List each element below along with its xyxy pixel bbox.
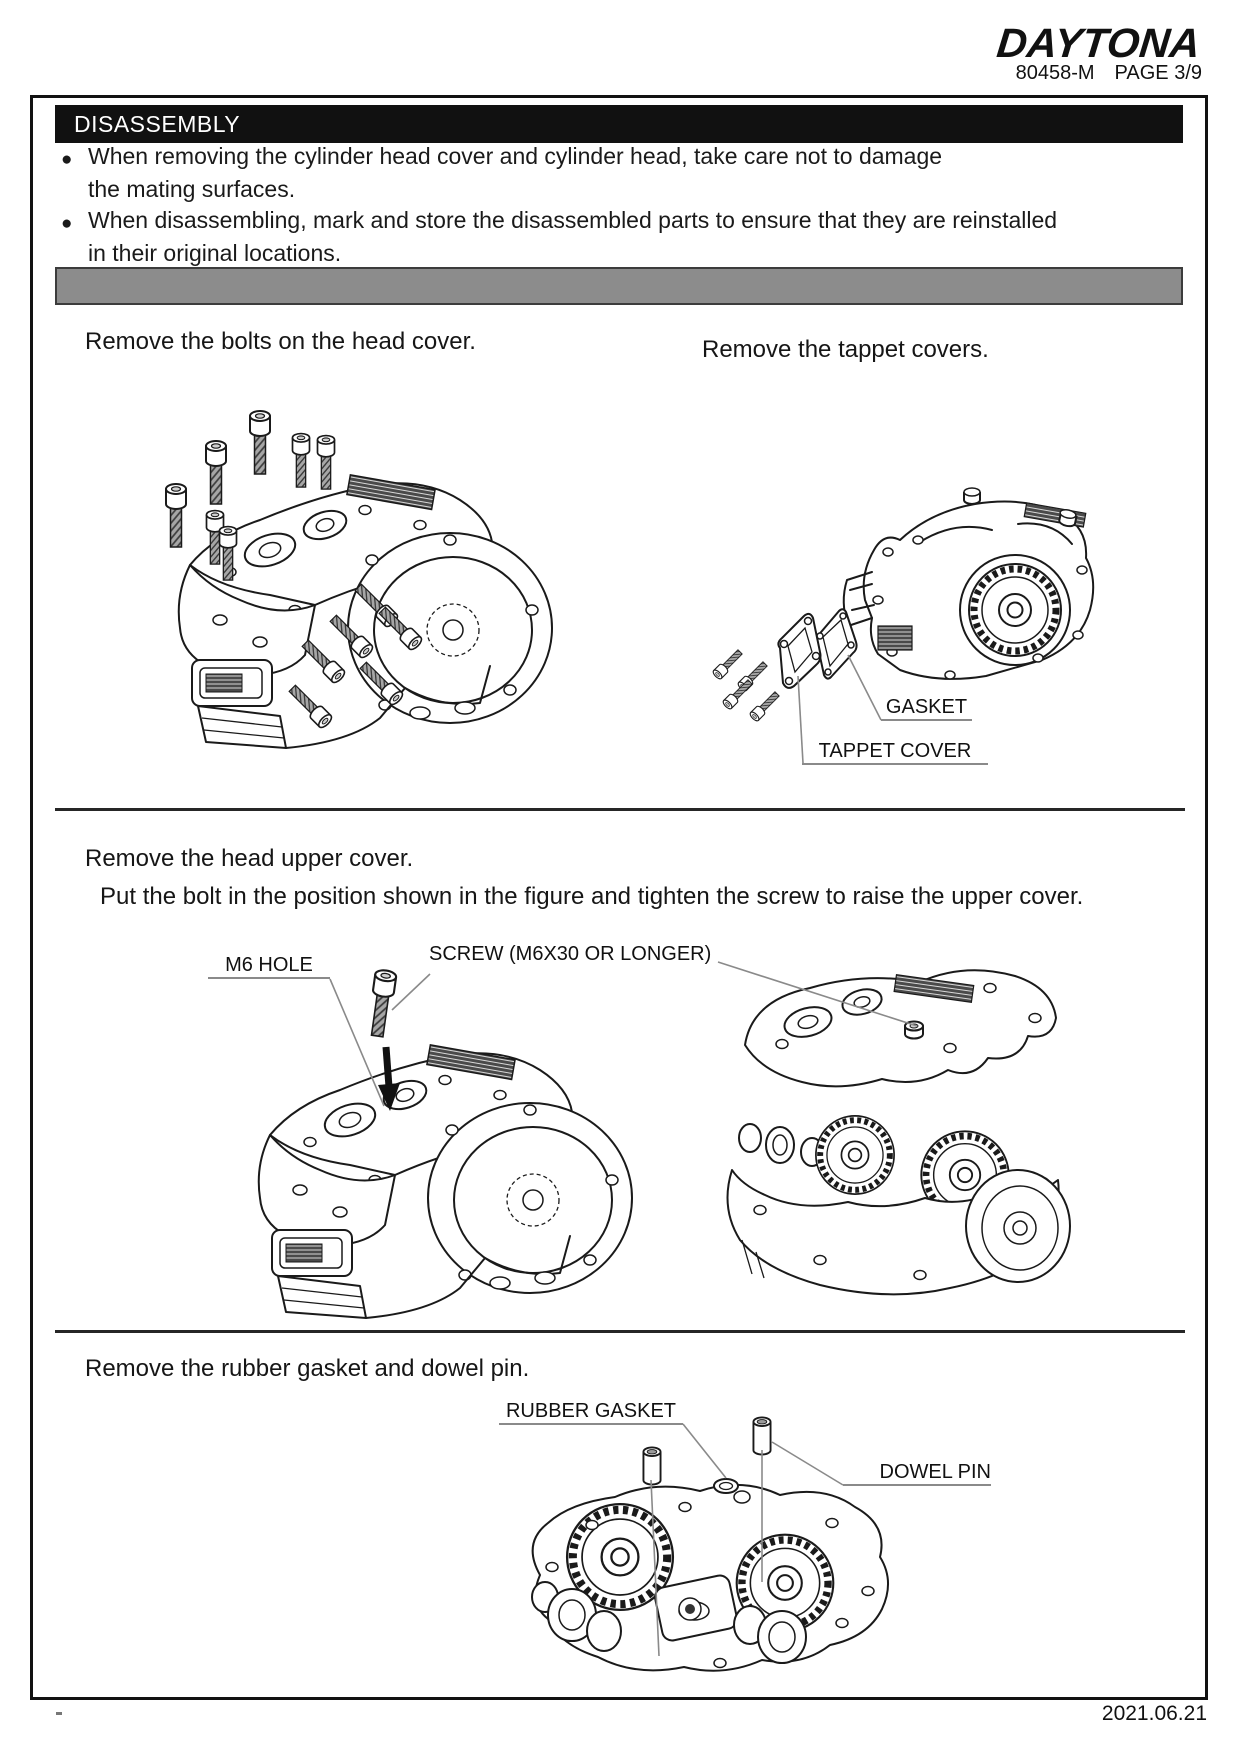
doc-code: 80458-M <box>1015 62 1095 84</box>
head-cover-bolts-diagram <box>120 360 640 760</box>
tappet-cover-diagram <box>620 430 1100 730</box>
note-item <box>61 140 942 206</box>
step-caption-upper-cover-sub: Put the bolt in the position shown in the figure and tighten the screw to raise the upper cover. <box>100 883 1084 910</box>
doc-header <box>1016 62 1202 85</box>
callout-tappet-cover: TAPPET COVER <box>802 739 988 765</box>
bullet-icon: ● <box>61 149 73 170</box>
note-line: the mating surfaces. <box>88 176 296 202</box>
note-item <box>61 204 1057 270</box>
revision-date: 2021.06.21 <box>1101 1702 1207 1725</box>
step-caption-tappet: Remove the tappet covers. <box>702 336 989 363</box>
note-line: in their original locations. <box>88 240 342 266</box>
gray-section-bar <box>55 267 1183 305</box>
callout-dowel-pin: DOWEL PIN <box>843 1460 991 1486</box>
upper-cover-raised-diagram <box>690 940 1130 1310</box>
page-indicator: PAGE 3/9 <box>1114 62 1202 84</box>
brand-logo: DAYTONA <box>994 20 1203 66</box>
callout-gasket: GASKET <box>881 695 972 721</box>
callout-rubber-gasket: RUBBER GASKET <box>499 1399 683 1425</box>
bullet-icon: ● <box>61 213 73 234</box>
section-divider <box>55 808 1185 811</box>
callout-screw: SCREW (M6X30 OR LONGER) <box>429 943 712 965</box>
gasket-dowel-pin-diagram <box>480 1385 920 1695</box>
note-line: When disassembling, mark and store the disassembled parts to ensure that they are reinstalled <box>88 207 1058 233</box>
upper-cover-screw-diagram <box>200 955 680 1325</box>
step-caption-bolts: Remove the bolts on the head cover. <box>85 328 476 355</box>
section-divider <box>55 1330 1185 1333</box>
section-banner <box>55 105 1183 143</box>
print-mark <box>56 1712 62 1715</box>
section-title: DISASSEMBLY <box>74 111 241 137</box>
note-line: When removing the cylinder head cover and cylinder head, take care not to damage <box>88 143 943 169</box>
callout-m6-hole: M6 HOLE <box>208 953 330 979</box>
step-caption-gasket: Remove the rubber gasket and dowel pin. <box>85 1355 530 1382</box>
step-caption-upper-cover: Remove the head upper cover. <box>85 845 414 872</box>
